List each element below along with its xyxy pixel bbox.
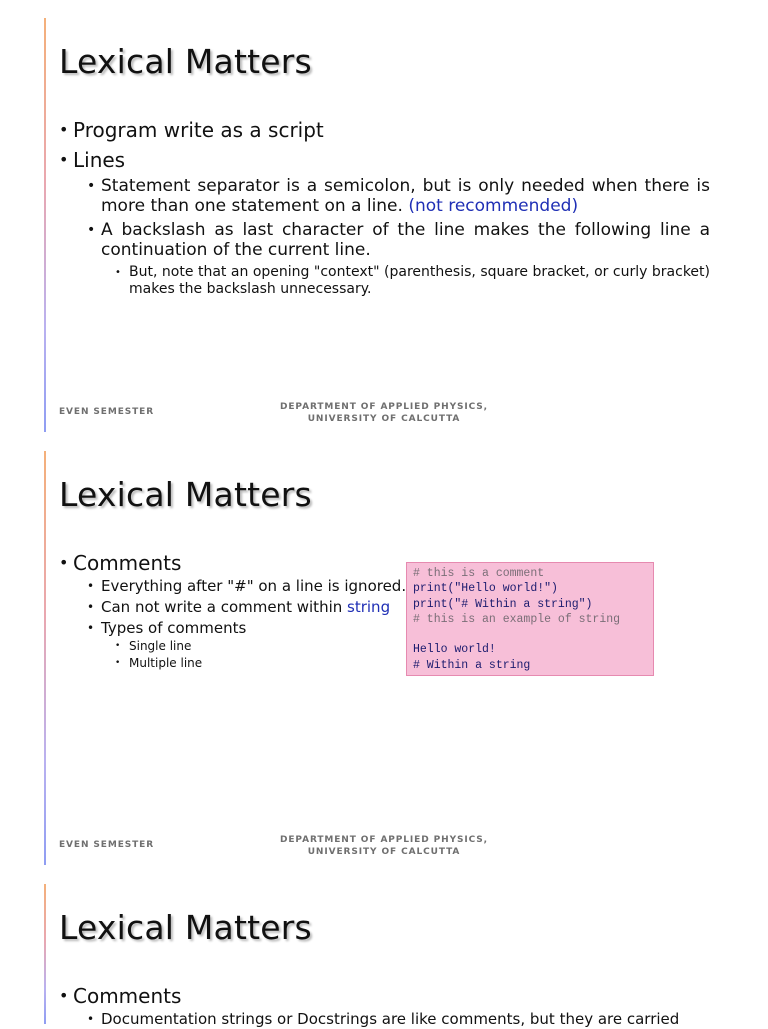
slide-title: Lexical Matters [59, 475, 312, 514]
bullet-list [59, 112, 710, 298]
bullet-docstrings: • Documentation strings or Docstrings are like comments, but they are carried [87, 1010, 710, 1029]
bullet-comments: • Comments [59, 984, 710, 1008]
bullet-statement-separator [87, 176, 710, 216]
footer-department-line2: UNIVERSITY OF CALCUTTA [307, 414, 461, 424]
bullet-context-note: • But, note that an opening "context" (parenthesis, square bracket, or curly bracket) makes the backslash unnecessary. [115, 264, 710, 298]
code-line-blank [413, 627, 647, 642]
code-output-line: # Within a string [413, 658, 531, 672]
bullet-single-line: • Single line [115, 638, 398, 655]
bullet-types-of-comments: • Types of comments [87, 619, 398, 638]
bullet-everything-after-hash: • Everything after "#" on a line is ignored. [87, 577, 398, 596]
no-comment-text: Can not write a comment within [101, 598, 343, 616]
code-line: # this is an example of string [413, 612, 621, 626]
footer-semester: EVEN SEMESTER [59, 840, 155, 850]
bullet-list [59, 545, 407, 672]
code-line: print("# Within a string") [413, 597, 593, 611]
slide-3 [0, 866, 768, 1028]
code-line: # this is a comment [413, 567, 545, 580]
slide-title: Lexical Matters [59, 908, 312, 947]
bullet-backslash: • A backslash as last character of the line makes the following line a continuation of the current line. [87, 220, 710, 260]
footer-department [264, 834, 504, 858]
not-recommended-note: (not recommended) [408, 196, 579, 216]
footer-department-line1: DEPARTMENT OF APPLIED PHYSICS, [279, 835, 488, 845]
bullet-no-comment-in-string [87, 598, 398, 617]
footer-semester: EVEN SEMESTER [59, 407, 155, 417]
bullet-lines: • Lines [59, 148, 710, 172]
bullet-program: • Program write as a script [59, 118, 710, 142]
footer-department-line1: DEPARTMENT OF APPLIED PHYSICS, [279, 402, 488, 412]
slide-title: Lexical Matters [59, 42, 312, 81]
statement-separator-text: Statement separator is a semicolon, but is only needed when there is more than one statement on a line. [101, 176, 710, 216]
slide-1 [0, 0, 768, 432]
bullet-multiple-line: • Multiple line [115, 655, 398, 672]
footer-department-line2: UNIVERSITY OF CALCUTTA [307, 847, 461, 857]
bullet-list [59, 978, 710, 1029]
accent-line [44, 884, 46, 1024]
string-highlight: string [347, 598, 391, 616]
code-output-line: Hello world! [413, 643, 496, 657]
bullet-comments: • Comments [59, 551, 398, 575]
accent-line [44, 451, 46, 865]
footer-department [264, 401, 504, 425]
accent-line [44, 18, 46, 432]
slide-2 [0, 433, 768, 865]
code-line: print("Hello world!") [413, 582, 558, 596]
code-example-box [406, 562, 654, 676]
